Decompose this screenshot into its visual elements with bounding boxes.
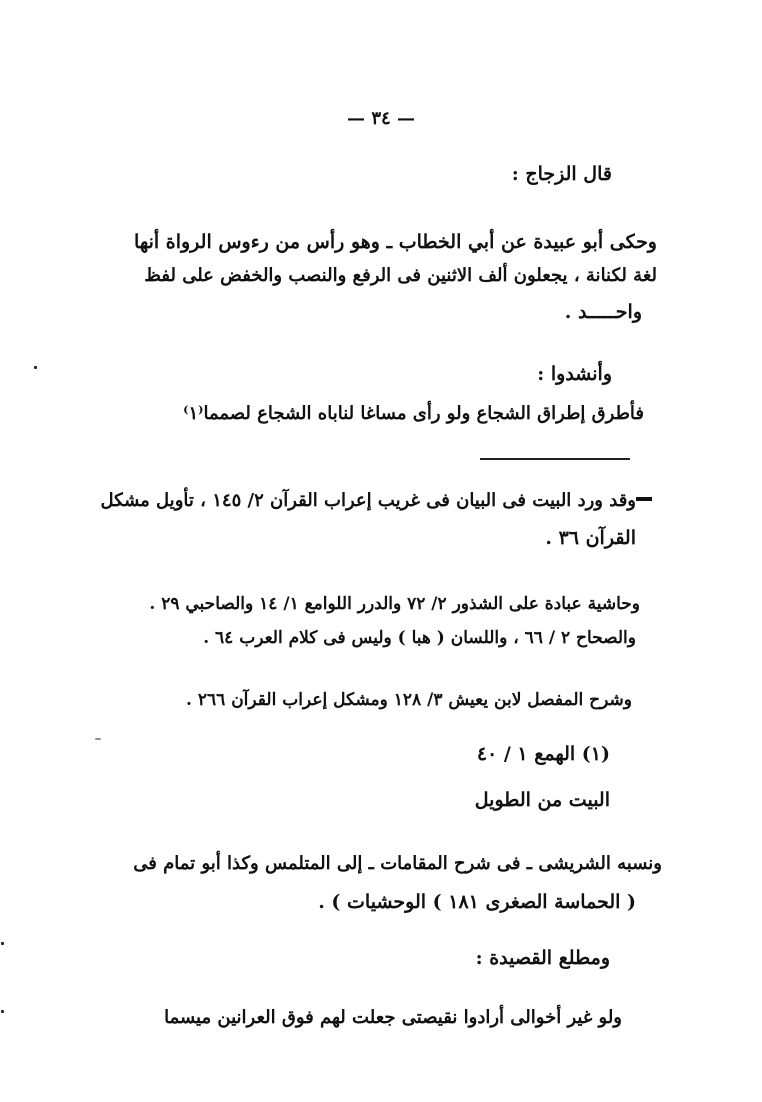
- heading-zajjaj: قال الزجاج :: [511, 163, 612, 185]
- note-line-2: القرآن ٣٦ .: [545, 527, 636, 549]
- note-line-6: (١) الهمع ١ / ٤٠: [476, 743, 610, 765]
- scan-speck: [1, 942, 4, 945]
- note-line-7: البيت من الطويل: [474, 789, 610, 811]
- recited-label: وأنشدوا :: [537, 363, 612, 385]
- note-line-1: وقد ورد البيت فى البيان فى غريب إعراب القرآن ٢/ ١٤٥ ، تأويل مشكل: [100, 490, 636, 511]
- body-line-1: وحكى أبو عبيدة عن أبي الخطاب ـ وهو رأس من رءوس الرواة أنها: [134, 231, 657, 253]
- scan-speck: [95, 738, 101, 740]
- note-line-8: ونسبه الشريشى ـ فى شرح المقامات ـ إلى المتلمس وكذا أبو تمام فى: [133, 853, 662, 874]
- scan-speck: [34, 366, 37, 369]
- footnote-dash: [636, 497, 652, 501]
- footnote-divider: [480, 458, 630, 460]
- body-line-2: لغة لكنانة ، يجعلون ألف الاثنين فى الرفع والنصب والخفض على لفظ: [144, 265, 657, 286]
- note-line-9: ( الحماسة الصغرى ١٨١ ) الوحشيات ) .: [318, 891, 636, 913]
- verse-line: فأطرق إطراق الشجاع ولو رأى مساغا لناباه الشجاع لصمما⁽١⁾: [183, 403, 644, 424]
- note-line-4: والصحاح ٢ / ٦٦ ، واللسان ( هبا ) وليس فى كلام العرب ٦٤ .: [203, 628, 636, 648]
- note-line-10: ومطلع القصيدة :: [475, 947, 610, 969]
- body-line-3: واحـــــد .: [564, 301, 642, 323]
- page-number: — ٣٤ —: [347, 108, 415, 129]
- note-line-5: وشرح المفصل لابن يعيش ٣/ ١٢٨ ومشكل إعراب القرآن ٢٦٦ .: [186, 690, 632, 710]
- scan-speck: [1, 1010, 4, 1013]
- note-line-11: ولو غير أخوالى أرادوا نقيصتى جعلت لهم فوق العرانين ميسما: [164, 1007, 622, 1028]
- note-line-3: وحاشية عبادة على الشذور ٢/ ٧٢ والدرر اللوامع ١/ ١٤ والصاحبي ٢٩ .: [149, 594, 640, 614]
